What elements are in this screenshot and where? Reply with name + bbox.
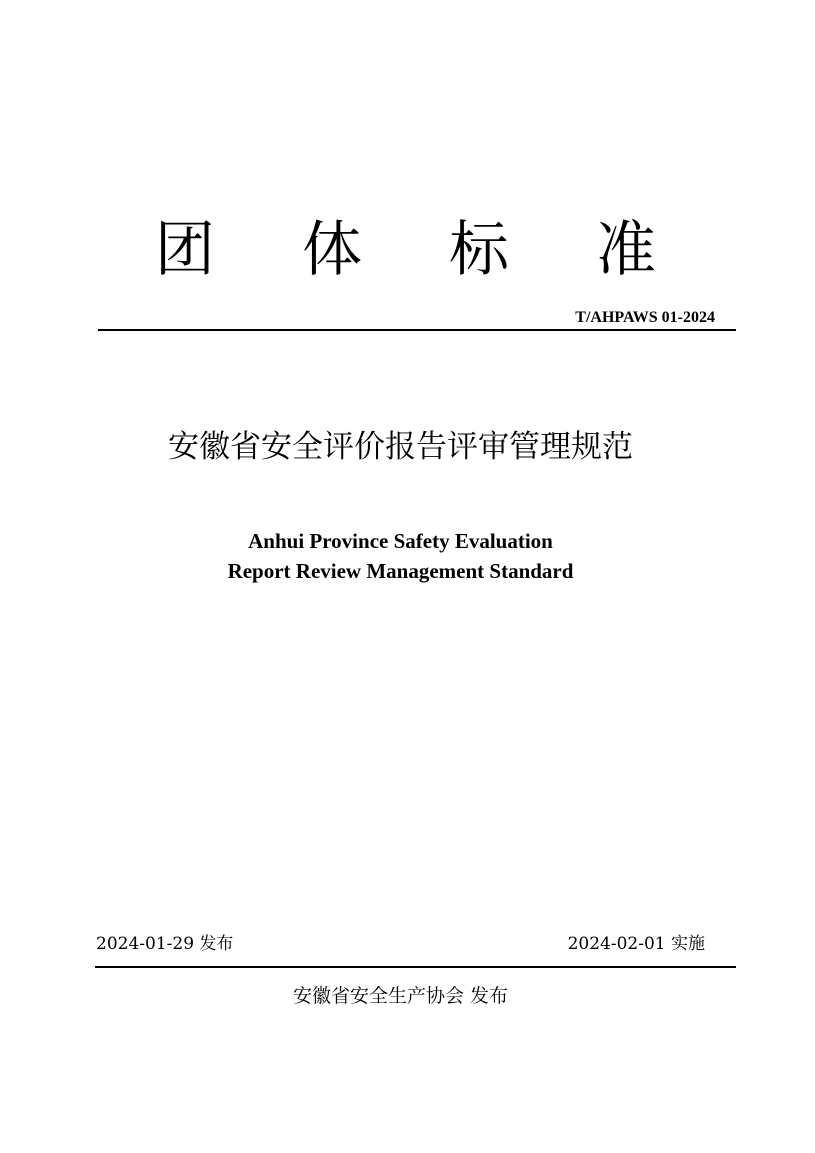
standard-name-english-line1: Anhui Province Safety Evaluation	[248, 529, 553, 553]
publisher: 安徽省安全生产协会 发布	[292, 985, 509, 1007]
header-divider	[98, 329, 736, 331]
standard-name-english	[0, 526, 815, 586]
footer-divider	[95, 966, 736, 968]
effective-date: 2024-02-01 实施	[567, 934, 705, 954]
standard-code: T/AHPAWS 01-2024	[575, 309, 715, 326]
standard-name-chinese: 安徽省安全评价报告评审管理规范	[168, 429, 633, 465]
standard-name-english-line2: Report Review Management Standard	[227, 559, 574, 583]
release-date: 2024-01-29 发布	[96, 934, 234, 954]
standard-type-title: 团 体 标 准	[154, 215, 691, 285]
